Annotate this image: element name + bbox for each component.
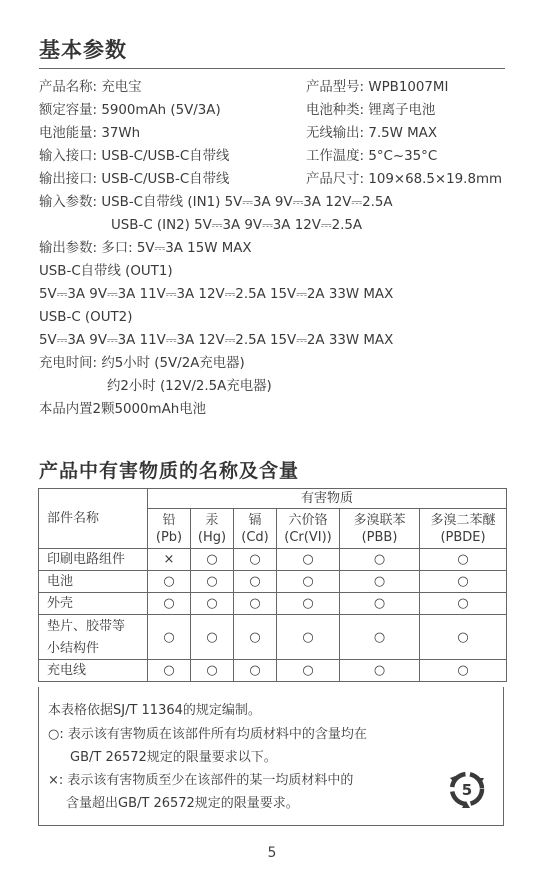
compliant-mark: ○ <box>249 663 261 678</box>
compliant-mark: ○ <box>373 552 386 567</box>
substance-symbol: (Cd) <box>241 529 269 545</box>
spec-line: 输出接口: USB-C/USB-C自带线 <box>39 172 230 187</box>
substance-name: 多溴联苯 <box>353 512 406 528</box>
spec-line: 输入接口: USB-C/USB-C自带线 <box>39 149 230 164</box>
compliant-mark: ○ <box>373 629 386 645</box>
part-name-cell <box>39 660 148 682</box>
substance-mark-cell <box>148 593 191 615</box>
compliant-mark: ○ <box>373 574 386 589</box>
substance-symbol: (Cr(VI)) <box>284 529 332 545</box>
compliant-mark: ○ <box>249 552 261 567</box>
substance-mark-cell <box>277 615 340 660</box>
note-line: ×: 表示该有害物质至少在该部件的某一均质材料中的 <box>48 773 354 788</box>
note-line: GB/T 26572规定的限量要求以下。 <box>70 750 277 765</box>
note-line: 本表格依据SJ/T 11364的规定编制。 <box>48 703 261 718</box>
part-name-header: 部件名称 <box>39 489 148 549</box>
table-row <box>39 615 507 660</box>
part-name: 电池 <box>47 574 74 589</box>
substance-mark-cell <box>340 660 420 682</box>
exceeds-mark: × <box>163 552 175 567</box>
compliant-mark: ○ <box>457 574 469 589</box>
table-row <box>39 593 507 615</box>
compliant-mark: ○ <box>457 552 469 567</box>
compliant-mark: ○ <box>163 663 175 678</box>
substance-mark-cell <box>191 615 234 660</box>
substance-mark-cell <box>234 615 277 660</box>
note-line: ○: 表示该有害物质在该部件所有均质材料中的含量均在 <box>48 727 367 742</box>
compliant-mark: ○ <box>457 663 469 678</box>
substance-mark-cell <box>277 571 340 593</box>
part-name: 外壳 <box>47 596 74 611</box>
table-row <box>39 571 507 593</box>
title-divider <box>39 68 505 69</box>
epup-number: 5 <box>461 781 473 799</box>
substance-mark-cell <box>234 660 277 682</box>
spec-line: 本品内置2颗5000mAh电池 <box>39 402 207 417</box>
compliant-mark: ○ <box>302 596 314 611</box>
substance-mark-cell <box>277 593 340 615</box>
compliant-mark: ○ <box>206 663 218 678</box>
table-notes-box <box>38 687 504 826</box>
substance-group-header: 有害物质 <box>148 489 507 509</box>
substance-mark-cell <box>340 615 420 660</box>
spec-line: 产品名称: 充电宝 <box>39 80 142 95</box>
spec-line: 工作温度: 5°C~35°C <box>306 149 438 164</box>
spec-line: 5V⎓3A 9V⎓3A 11V⎓3A 12V⎓2.5A 15V⎓2A 33W MAX <box>39 333 394 348</box>
spec-line: 产品尺寸: 109×68.5×19.8mm <box>306 172 503 187</box>
compliant-mark: ○ <box>249 629 261 645</box>
substance-mark-cell <box>277 660 340 682</box>
spec-line: 输出参数: 多口: 5V⎓3A 15W MAX <box>39 241 252 256</box>
substance-name: 多溴二苯醚 <box>430 512 496 528</box>
part-name-cell <box>39 549 148 571</box>
part-name-cell <box>39 615 148 660</box>
hazardous-substances-table <box>38 488 507 682</box>
substance-mark-cell <box>148 660 191 682</box>
spec-line: USB-C (IN2) 5V⎓3A 9V⎓3A 12V⎓2.5A <box>111 218 363 233</box>
part-name: 垫片、胶带等 <box>47 618 126 634</box>
spec-line: USB-C自带线 (OUT1) <box>39 264 173 279</box>
substance-name: 汞 <box>205 512 219 528</box>
compliant-mark: ○ <box>302 552 314 567</box>
substance-mark-cell <box>340 549 420 571</box>
compliant-mark: ○ <box>302 663 314 678</box>
substance-symbol: (PBDE) <box>440 529 486 545</box>
substance-mark-cell <box>340 593 420 615</box>
spec-line: 约2小时 (12V/2.5A充电器) <box>107 379 272 394</box>
compliant-mark: ○ <box>163 629 175 645</box>
table-row <box>39 660 507 682</box>
substance-mark-cell <box>420 593 507 615</box>
compliant-mark: ○ <box>206 629 218 645</box>
spec-line: USB-C (OUT2) <box>39 310 133 325</box>
substance-mark-cell <box>234 571 277 593</box>
substance-header <box>234 509 277 549</box>
substance-name: 镉 <box>248 512 262 528</box>
substance-symbol: (PBB) <box>361 529 398 545</box>
spec-line: 产品型号: WPB1007MI <box>306 80 449 95</box>
substance-header <box>420 509 507 549</box>
compliant-mark: ○ <box>457 629 469 645</box>
spec-line: 充电时间: 约5小时 (5V/2A充电器) <box>39 356 245 371</box>
substance-mark-cell <box>191 571 234 593</box>
compliant-mark: ○ <box>373 663 386 678</box>
substance-mark-cell <box>420 660 507 682</box>
epup-recycle-icon <box>444 766 490 812</box>
substance-mark-cell <box>148 571 191 593</box>
part-name-cell <box>39 593 148 615</box>
spec-line: 额定容量: 5900mAh (5V/3A) <box>39 103 221 118</box>
section-title-hazardous: 产品中有害物质的名称及含量 <box>39 460 300 482</box>
substance-mark-cell <box>191 593 234 615</box>
part-name: 印刷电路组件 <box>47 552 126 567</box>
table-row <box>39 549 507 571</box>
substance-mark-cell <box>191 549 234 571</box>
spec-line: 5V⎓3A 9V⎓3A 11V⎓3A 12V⎓2.5A 15V⎓2A 33W MAX <box>39 287 394 302</box>
part-name-line2: 小结构件 <box>47 640 100 656</box>
substance-header <box>277 509 340 549</box>
compliant-mark: ○ <box>163 574 175 589</box>
compliant-mark: ○ <box>302 629 314 645</box>
substance-mark-cell <box>148 615 191 660</box>
compliant-mark: ○ <box>206 552 218 567</box>
compliant-mark: ○ <box>457 596 469 611</box>
spec-line: 电池能量: 37Wh <box>39 126 141 141</box>
spec-line: 无线输出: 7.5W MAX <box>306 126 438 141</box>
substance-mark-cell <box>340 571 420 593</box>
section-title-basic-params: 基本参数 <box>39 38 127 62</box>
substance-header <box>148 509 191 549</box>
compliant-mark: ○ <box>206 596 218 611</box>
compliant-mark: ○ <box>249 574 261 589</box>
spec-line: 电池种类: 锂离子电池 <box>306 103 436 118</box>
substance-mark-cell <box>420 615 507 660</box>
note-line: 含量超出GB/T 26572规定的限量要求。 <box>66 796 299 811</box>
substance-mark-cell <box>191 660 234 682</box>
page-number: 5 <box>267 845 277 861</box>
substance-symbol: (Hg) <box>197 529 227 545</box>
substance-header <box>191 509 234 549</box>
part-name-cell <box>39 571 148 593</box>
substance-header <box>340 509 420 549</box>
substance-mark-cell <box>420 571 507 593</box>
substance-symbol: (Pb) <box>155 529 183 545</box>
substance-mark-cell <box>148 549 191 571</box>
substance-mark-cell <box>234 593 277 615</box>
compliant-mark: ○ <box>249 596 261 611</box>
compliant-mark: ○ <box>163 596 175 611</box>
compliant-mark: ○ <box>302 574 314 589</box>
substance-name: 铅 <box>162 512 176 528</box>
compliant-mark: ○ <box>206 574 218 589</box>
compliant-mark: ○ <box>373 596 386 611</box>
substance-mark-cell <box>420 549 507 571</box>
part-name: 充电线 <box>47 663 87 678</box>
spec-line: 输入参数: USB-C自带线 (IN1) 5V⎓3A 9V⎓3A 12V⎓2.5A <box>39 195 393 210</box>
substance-mark-cell <box>234 549 277 571</box>
substance-mark-cell <box>277 549 340 571</box>
substance-name: 六价铬 <box>288 512 328 528</box>
